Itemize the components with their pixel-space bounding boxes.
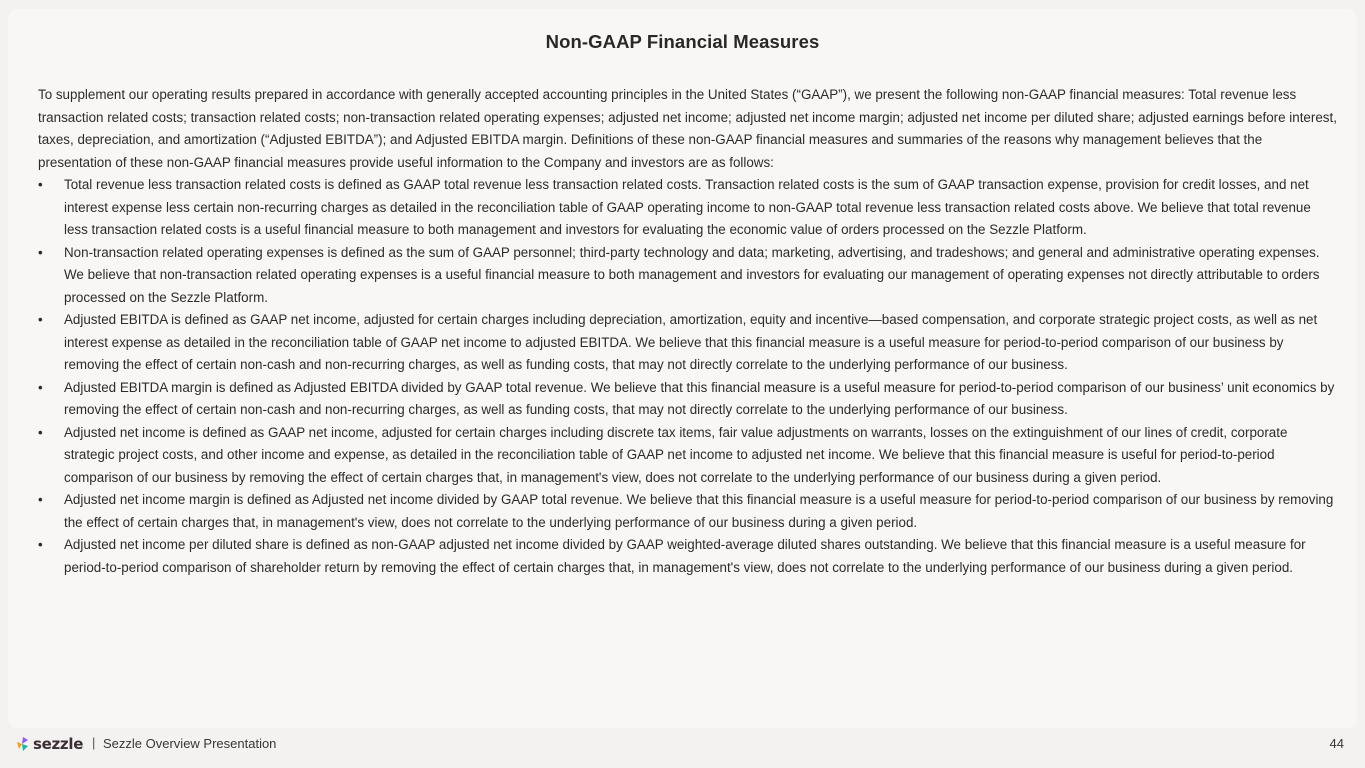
slide-title: Non-GAAP Financial Measures — [545, 31, 820, 52]
list-item-text: Non-transaction related operating expenses is defined as the sum of GAAP personnel; third-party technology and data; marketing, advertising, and tradeshows; and general and administrative operating expenses. We believe that non-transaction related operating expenses is a useful financial measure to both management and investors for evaluating our management of operating expenses not directly attributable to orders processed on the Sezzle Platform. — [64, 244, 1320, 305]
list-item — [38, 489, 1338, 534]
bullet-icon: • — [38, 537, 43, 552]
list-item — [38, 377, 1338, 422]
footer — [0, 733, 1365, 755]
bullet-icon: • — [38, 379, 43, 395]
bullet-icon: • — [38, 177, 43, 192]
footer-caption: Sezzle Overview Presentation — [103, 736, 277, 751]
list-item — [38, 309, 1338, 377]
list-item-text: Adjusted EBITDA margin is defined as Adjusted EBITDA divided by GAAP total revenue. We believe that this financial measure is a useful measure for period-to-period comparison of our business’ unit economics by removing the effect of certain non-cash and non-recurring charges, as well as funding costs, that may not directly correlate to the underlying performance of our business. — [64, 379, 1335, 417]
bullet-icon: • — [38, 312, 43, 327]
logo-wordmark: sezzle — [33, 735, 84, 753]
page-number: 44 — [1329, 736, 1344, 751]
bullet-icon: • — [38, 492, 43, 507]
list-item — [38, 422, 1338, 490]
list-item — [38, 174, 1338, 242]
list-item-text: Total revenue less transaction related costs is defined as GAAP total revenue less transaction related costs. Transaction related costs is the sum of GAAP transaction expense, provision for credit losses, and net interest expense less certain non-recurring charges as detailed in the reconciliation table of GAAP operating income to non-GAAP total revenue less transaction related costs above. We believe that total revenue less transaction related costs is a useful financial measure to both management and investors for evaluating the economic value of orders processed on the Sezzle Platform. — [64, 177, 1311, 237]
list-item-text: Adjusted net income per diluted share is defined as non-GAAP adjusted net income divided by GAAP weighted-average diluted shares outstanding. We believe that this financial measure is a useful measure for period-to-period comparison of shareholder return by removing the effect of certain charges that, in management's view, does not correlate to the underlying performance of our business during a given period. — [64, 537, 1306, 575]
definition-list — [38, 174, 1338, 579]
list-item-text: Adjusted net income is defined as GAAP net income, adjusted for certain charges including discrete tax items, fair value adjustments on warrants, losses on the extinguishment of our lines of credit, corporate strategic project costs, and other income and expense, as detailed in the reconciliation table of GAAP net income to adjusted net income. We believe that this financial measure is useful for period-to-period comparison of our business by removing the effect of certain charges that, in management's view, does not correlate to the underlying performance of our business during a given period. — [64, 424, 1288, 485]
list-item — [38, 534, 1338, 579]
slide-card — [8, 9, 1357, 728]
sezzle-logo — [14, 735, 83, 753]
sezzle-logo-icon — [14, 736, 30, 752]
list-item-text: Adjusted net income margin is defined as Adjusted net income divided by GAAP total revenue. We believe that this financial measure is a useful measure for period-to-period comparison of our business by removing the effect of certain charges that, in management's view, does not correlate to the underlying performance of our business during a given period. — [64, 492, 1334, 530]
slide-body — [38, 84, 1338, 579]
intro-paragraph: To supplement our operating results prepared in accordance with generally accepted accounting principles in the United States (“GAAP”), we present the following non-GAAP financial measures: Total revenue less transaction related costs; transaction related costs; non-transaction related operating expenses; adjusted net income; adjusted net income margin; adjusted net income per diluted share; adjusted earnings before interest, taxes, depreciation, and amortization (“Adjusted EBITDA”); and Adjusted EBITDA margin. Definitions of these non-GAAP financial measures and summaries of the reasons why management believes that the presentation of these non-GAAP financial measures provide useful information to the Company and investors are as follows: — [38, 87, 1337, 170]
list-item-text: Adjusted EBITDA is defined as GAAP net income, adjusted for certain charges including depreciation, amortization, equity and incentive—based compensation, and corporate strategic project costs, as well as net interest expense as detailed in the reconciliation table of GAAP net income to adjusted EBITDA. We believe that this financial measure is a useful measure for period-to-period comparison of our business by removing the effect of certain non-cash and non-recurring charges, as well as funding costs, that may not directly correlate to the underlying performance of our business. — [64, 312, 1318, 372]
bullet-icon: • — [38, 244, 43, 260]
list-item — [38, 242, 1338, 310]
footer-divider: | — [92, 735, 96, 750]
bullet-icon: • — [38, 424, 43, 440]
